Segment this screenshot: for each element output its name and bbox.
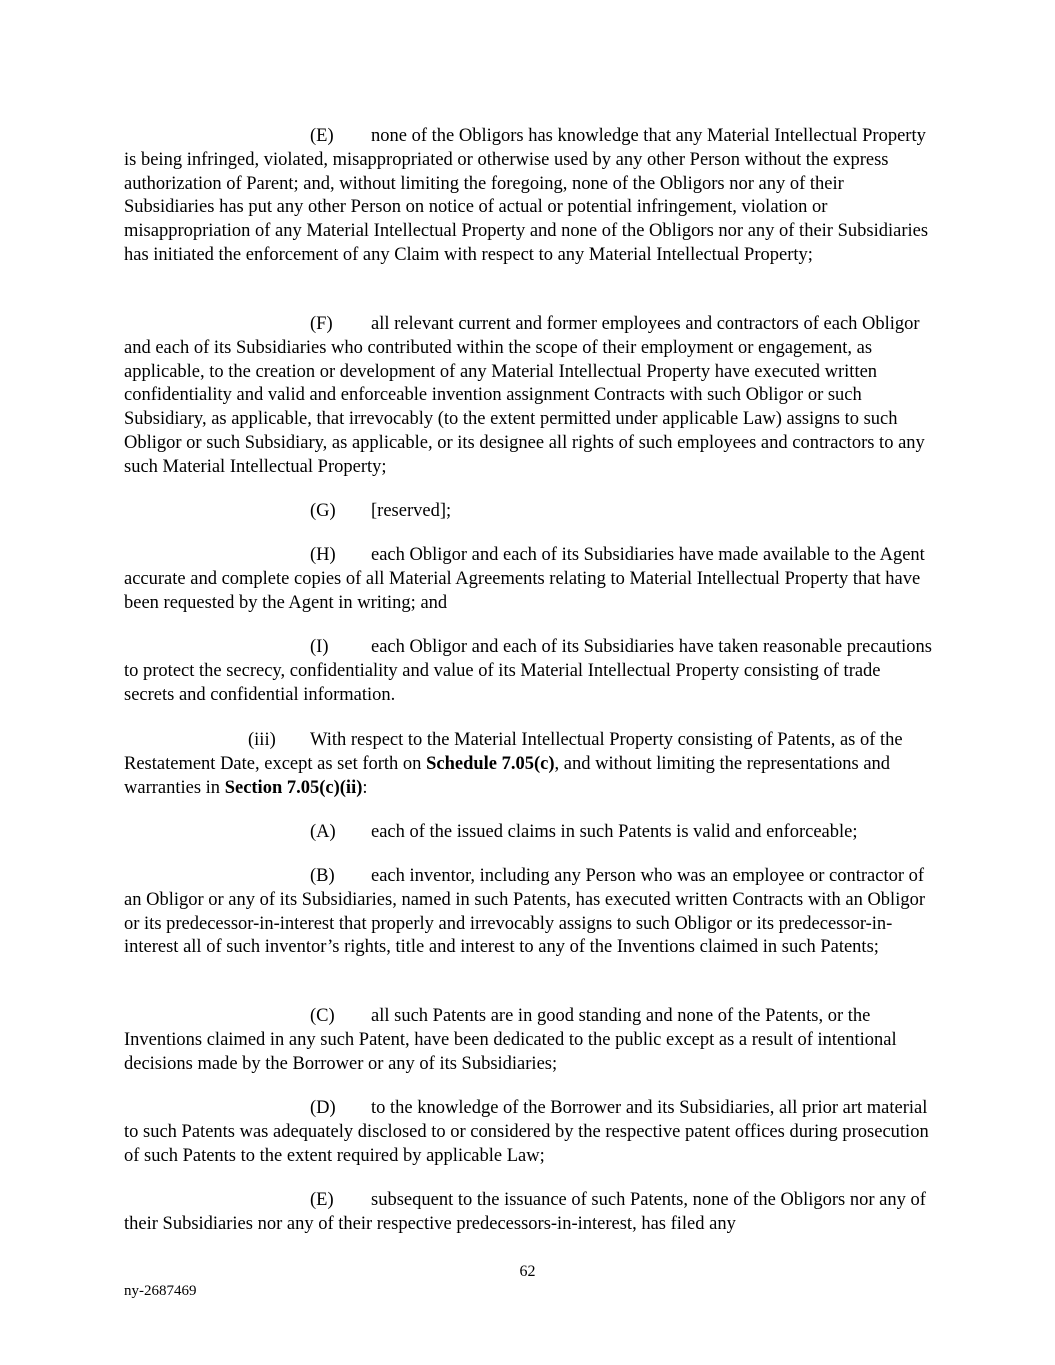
clause-label: (H) [310,545,336,565]
clause-text: : [362,777,368,798]
clause-text: Obligor and each of its Subsidiaries who contributed within the scope of their employment or engagement, as applicable, to the creation or development of any Material Intellectual Property have executed written confidentiality and valid and enforceable invention assignment Contracts with such Obligor or such Subsidiary, as applicable, that irrevocably (to the extent permitted under applicable Law) assigns to such Obligor or such Subsidiary, as applicable, or its designee all rights of such employees and contractors to any such Material Intellectual Property; [124,314,925,477]
clause-text: contractor of an Obligor or any of its Subsidiaries, named in such Patents, has executed written Contracts with an Obligor or its predecessor-in-interest that properly and irrevocably assigns to such Obligor or its predecessor-in-interest all of such inventor’s rights, title and interest to any of the Inventions claimed in such Patents; [124,866,925,958]
clause-text: precautions to protect the secrecy, confidentiality and value of its Material Intellectual Property consisting of trade secrets and confidential information. [124,637,932,705]
clause-label: (B) [310,866,335,886]
clause-first-line: each Obligor and each of its Subsidiaries have taken reasonable [371,637,843,657]
page-number: 62 [519,1263,536,1280]
clause-text: Inventions claimed in any such Patent, have been dedicated to the public except as a result of intentional decisions made by the Borrower or any of its Subsidiaries; [124,1029,897,1074]
clause-label: (G) [310,501,336,521]
clause-text: Property is being infringed, violated, misappropriated or otherwise used by any other Person without the express authorization of Parent; and, without limiting the foregoing, none of the Obligors nor any of their Subsidiaries has put any other Person on notice of actual or potential infringement, violation or misappropriation of any Material Intellectual Property and none of the Obligors nor any of their Subsidiaries has initiated the enforcement of any Claim with respect to any Material Intellectual Property; [124,126,929,265]
paragraph-e-2 [124,1189,934,1237]
clause-label: (iii) [248,730,276,750]
clause-first-line: subsequent to the issuance of such Patents, none of the Obligors [371,1190,846,1210]
clause-first-line: With respect to the Material Intellectual Property consisting of Patents, as [310,730,856,750]
clause-label: (A) [310,822,336,842]
paragraph-h [124,544,934,615]
paragraph-d [124,1097,934,1168]
clause-first-line: to the knowledge of the Borrower and its Subsidiaries, all prior art [371,1098,863,1118]
clause-first-line: all such Patents are in good standing and none of the Patents, or the [371,1006,871,1026]
clause-label: (D) [310,1098,336,1118]
section-reference: Section 7.05(c)(ii) [224,777,363,798]
paragraph-i [124,636,934,707]
clause-first-line: each of the issued claims in such Patents is valid and enforceable; [371,822,858,842]
clause-text: the Agent accurate and complete copies of all Material Agreements relating to Material Intellectual Property that have been requested by the Agent in writing; and [124,545,925,613]
clause-first-line: each inventor, including any Person who was an employee or [371,866,825,886]
paragraph-a [124,821,934,845]
clause-first-line: each Obligor and each of its Subsidiaries have made available to [371,545,849,565]
clause-label: (F) [310,314,333,334]
clause-label: (I) [310,637,329,657]
clause-label: (C) [310,1006,335,1026]
clause-first-line: all relevant current and former employees and contractors of each [371,314,858,334]
paragraph-c [124,1005,934,1076]
paragraph-e-1 [124,125,934,268]
clause-text: of the Restatement Date, except as set forth on [124,730,903,774]
paragraph-iii [124,729,934,800]
paragraph-f [124,313,934,480]
document-id: ny-2687469 [124,1283,197,1299]
schedule-reference: Schedule 7.05(c) [426,753,555,774]
clause-label: (E) [310,126,334,146]
paragraph-b [124,865,934,960]
clause-label: (E) [310,1190,334,1210]
clause-first-line: [reserved]; [371,501,452,521]
paragraph-g [124,500,934,524]
clause-text: material to such Patents was adequately disclosed to or considered by the respective patent offices during prosecution of such Patents to the extent required by applicable Law; [124,1098,929,1166]
clause-first-line: none of the Obligors has knowledge that any Material Intellectual [371,126,858,146]
clause-text: , and without limiting the representations and warranties in [124,753,891,798]
clause-text: nor any of their Subsidiaries nor any of their respective predecessors-in-interest, has filed any [124,1190,926,1234]
